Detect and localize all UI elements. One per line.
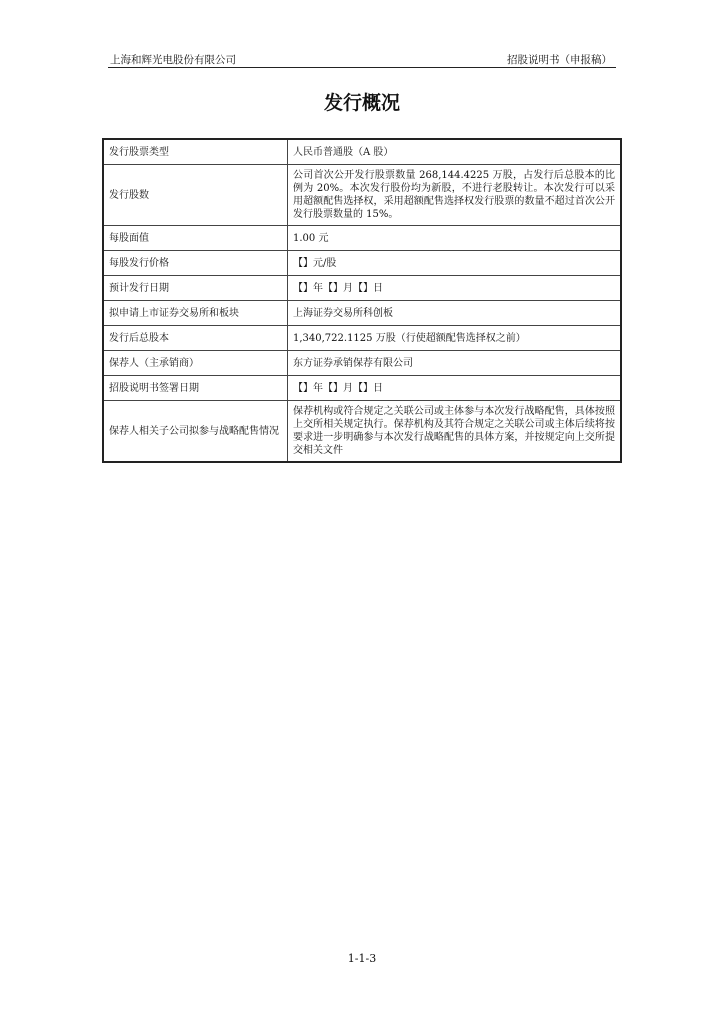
row-value: 公司首次公开发行股票数量 268,144.4225 万股，占发行后总股本的比例为 20%。本次发行股份均为新股，不进行老股转让。本次发行可以采用超额配售选择权，采用超额配售选择权发行股票的数量不超过首次公开发行股票数量的 15%。 (288, 165, 622, 226)
page-number: 1-1-3 (347, 952, 377, 965)
row-label: 每股发行价格 (103, 251, 288, 276)
table-row-strategic-placement (103, 401, 621, 463)
table-row-signing-date (103, 376, 621, 401)
header-company-name: 上海和辉光电股份有限公司 (110, 54, 236, 66)
row-value: 保荐机构或符合规定之关联公司或主体参与本次发行战略配售，具体按照上交所相关规定执行。保荐机构及其符合规定之关联公司或主体后续将按要求进一步明确参与本次发行战略配售的具体方案，并按规定向上交所提交相关文件 (288, 401, 622, 463)
row-label: 每股面值 (103, 226, 288, 251)
row-value: 人民币普通股（A 股） (288, 139, 622, 165)
header-document-type: 招股说明书（申报稿） (507, 54, 612, 66)
table-row-total-shares (103, 326, 621, 351)
header-divider (108, 67, 616, 68)
row-value: 【】年【】月【】日 (288, 276, 622, 301)
row-label: 招股说明书签署日期 (103, 376, 288, 401)
row-value: 【】年【】月【】日 (288, 376, 622, 401)
table-row-listing-exchange (103, 301, 621, 326)
row-label: 发行股数 (103, 165, 288, 226)
table-row-issue-date (103, 276, 621, 301)
row-value: 1,340,722.1125 万股（行使超额配售选择权之前） (288, 326, 622, 351)
table-row-issue-price (103, 251, 621, 276)
row-value: 1.00 元 (288, 226, 622, 251)
row-label: 保荐人（主承销商） (103, 351, 288, 376)
table-row-share-count (103, 165, 621, 226)
table-row-stock-type (103, 139, 621, 165)
row-label: 预计发行日期 (103, 276, 288, 301)
page-header (108, 50, 616, 68)
row-value: 上海证券交易所科创板 (288, 301, 622, 326)
row-label: 保荐人相关子公司拟参与战略配售情况 (103, 401, 288, 463)
row-label: 拟申请上市证券交易所和板块 (103, 301, 288, 326)
row-value: 东方证券承销保荐有限公司 (288, 351, 622, 376)
table-row-par-value (103, 226, 621, 251)
row-value: 【】元/股 (288, 251, 622, 276)
row-label: 发行后总股本 (103, 326, 288, 351)
row-label: 发行股票类型 (103, 139, 288, 165)
page-title: 发行概况 (323, 92, 400, 114)
table-row-sponsor (103, 351, 621, 376)
offering-overview-table (102, 138, 622, 463)
